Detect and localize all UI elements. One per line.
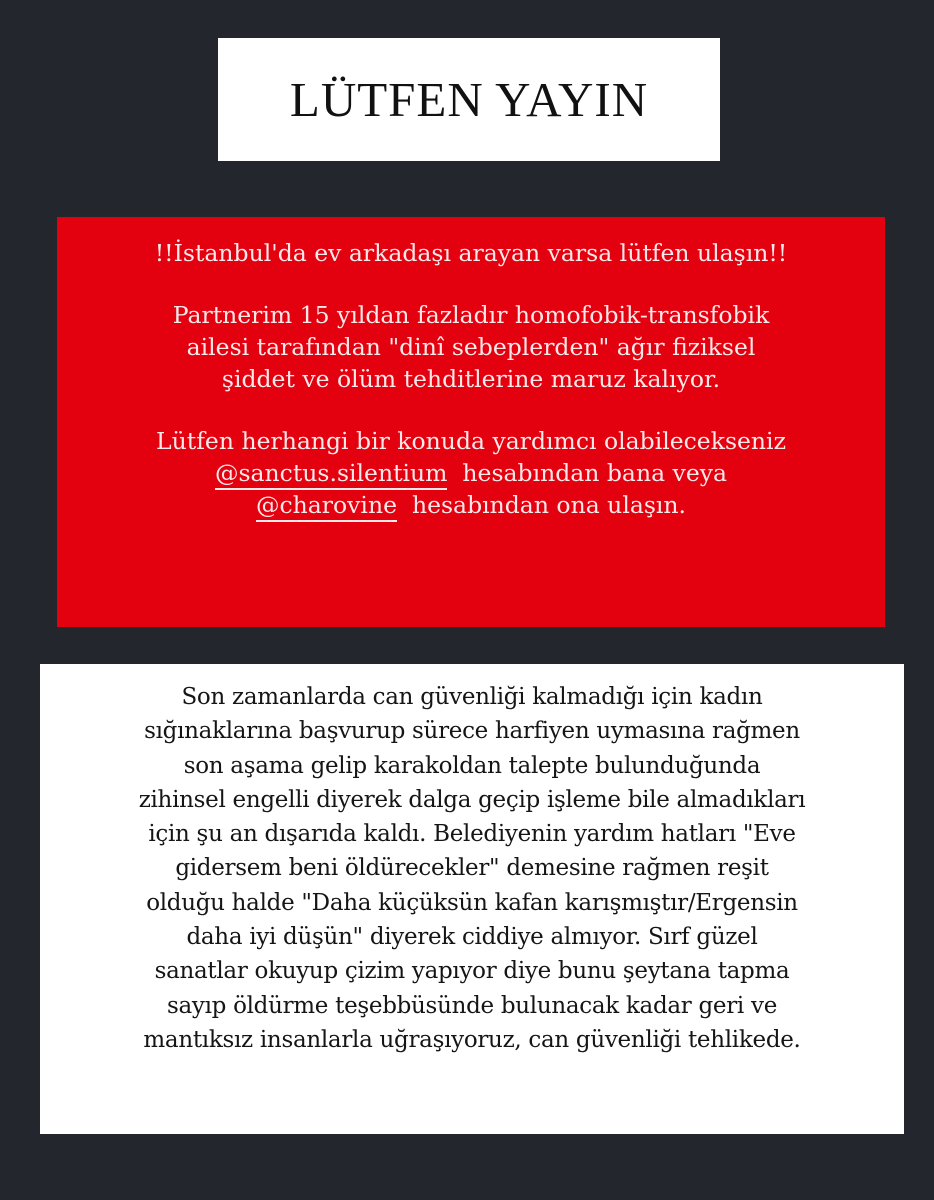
story-line: sayıp öldürme teşebbüsünde bulunacak kadar geri ve: [166, 992, 778, 1019]
story-line: mantıksız insanlarla uğraşıyoruz, can güvenliği tehlikede.: [143, 1026, 801, 1053]
notice-paragraph1-line1: Partnerim 15 yıldan fazladır homofobik-transfobik: [172, 301, 770, 329]
page-title: LÜTFEN YAYIN: [289, 72, 649, 127]
title-banner: [218, 38, 720, 161]
handle-link-charovine[interactable]: @charovine: [256, 491, 397, 522]
story-line: daha iyi düşün" diyerek ciddiye almıyor. Sırf güzel: [186, 924, 758, 951]
story-line: sanatlar okuyup çizim yapıyor diye bunu şeytana tapma: [154, 958, 790, 985]
story-line: için şu an dışarıda kaldı. Belediyenin yardım hatları "Eve: [148, 821, 796, 848]
story-line: son aşama gelip karakoldan talepte bulunduğunda: [183, 752, 761, 779]
notice-headline: !!İstanbul'da ev arkadaşı arayan varsa lütfen ulaşın!!: [154, 239, 788, 267]
story-line: olduğu halde "Daha küçüksün kafan karışmıştır/Ergensin: [146, 889, 798, 916]
story-line: sığınaklarına başvurup sürece harfiyen uymasına rağmen: [144, 718, 800, 745]
notice-panel: [57, 217, 885, 627]
handle2-suffix: hesabından ona ulaşın.: [411, 491, 687, 519]
notice-paragraph2-line1: Lütfen herhangi bir konuda yardımcı olabilecekseniz: [156, 427, 786, 455]
notice-paragraph1-line3: şiddet ve ölüm tehditlerine maruz kalıyor.: [221, 365, 721, 393]
story-panel: [40, 664, 904, 1134]
notice-handle2-line: [57, 489, 885, 521]
story-line: zihinsel engelli diyerek dalga geçip işleme bile almadıkları: [138, 786, 806, 813]
story-line: gidersem beni öldürecekler" demesine rağmen reşit: [175, 855, 769, 882]
handle1-suffix: hesabından bana veya: [462, 459, 728, 487]
notice-paragraph1-line2: ailesi tarafından "dinî sebeplerden" ağır fiziksel: [186, 333, 756, 361]
notice-handle1-line: [57, 457, 885, 489]
story-line: Son zamanlarda can güvenliği kalmadığı için kadın: [181, 684, 763, 710]
handle-link-sanctus[interactable]: @sanctus.silentium: [215, 459, 448, 490]
